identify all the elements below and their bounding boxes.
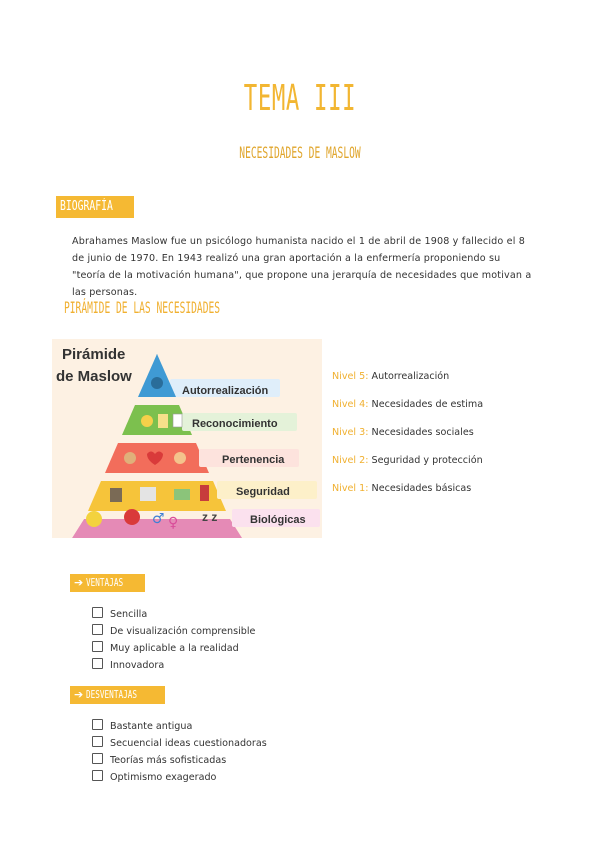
pyramid-title-line2: de Maslow <box>56 368 132 385</box>
lock-icon <box>110 488 122 502</box>
ventajas-label: VENTAJAS <box>86 576 124 589</box>
page-subtitle: NECESIDADES DE MASLOW <box>239 143 361 162</box>
checkbox-icon[interactable] <box>92 641 103 652</box>
maslow-pyramid-image <box>52 339 322 538</box>
item-label: De visualización comprensible <box>110 626 256 637</box>
checkbox-icon[interactable] <box>92 753 103 764</box>
house-icon <box>140 487 156 501</box>
ventajas-list <box>92 607 255 675</box>
female-symbol-icon: ♀ <box>168 515 179 531</box>
pyramid-label-autorrealizacion: Autorrealización <box>182 385 269 397</box>
level-text: Autorrealización <box>371 371 450 382</box>
page-title: TEMA III <box>243 78 357 119</box>
level-item-3 <box>332 425 483 453</box>
item-label: Teorías más sofisticadas <box>110 755 227 766</box>
level-number: Nivel 3: <box>332 427 369 438</box>
graduation-cap-icon <box>151 377 163 389</box>
desventajas-label: DESVENTAJAS <box>86 688 138 701</box>
levels-list <box>332 369 483 509</box>
checkbox-icon[interactable] <box>92 719 103 730</box>
ventajas-item[interactable] <box>92 658 255 675</box>
level-number: Nivel 1: <box>332 483 369 494</box>
sleep-z-icon: z z <box>202 510 218 524</box>
piramide-heading: PIRÁMIDE DE LAS NECESIDADES <box>64 298 221 317</box>
level-item-4 <box>332 397 483 425</box>
banana-icon <box>86 511 102 527</box>
level-item-1 <box>332 481 483 509</box>
desventajas-item[interactable] <box>92 753 267 770</box>
checklist-icon <box>173 414 182 427</box>
biografia-tag-label: BIOGRAFÍA <box>60 199 113 214</box>
level-number: Nivel 4: <box>332 399 369 410</box>
checkbox-icon[interactable] <box>92 770 103 781</box>
item-label: Sencilla <box>110 609 148 620</box>
apple-icon <box>124 509 140 525</box>
checkbox-icon[interactable] <box>92 658 103 669</box>
checkbox-icon[interactable] <box>92 624 103 635</box>
ventajas-tag <box>70 574 145 592</box>
desventajas-tag <box>70 686 165 704</box>
item-label: Secuencial ideas cuestionadoras <box>110 738 267 749</box>
pyramid-title-line1: Pirámide <box>62 346 126 363</box>
item-label: Bastante antigua <box>110 721 193 732</box>
pyramid-label-reconocimiento: Reconocimiento <box>192 418 278 430</box>
checkbox-icon[interactable] <box>92 736 103 747</box>
biografia-text: Abrahames Maslow fue un psicólogo humanista nacido el 1 de abril de 1908 y fallecido el 8 de junio de 1970. En 1943 realizó una gran aportación a la enfermería proponiendo su "teoría de la motivación humana", que propone una jerarquía de necesidades que motivan a las personas. <box>72 236 532 298</box>
level-text: Necesidades sociales <box>371 427 474 438</box>
level-item-5 <box>332 369 483 397</box>
dog-icon <box>124 452 136 464</box>
extinguisher-icon <box>200 485 209 501</box>
pyramid-label-pertenencia: Pertenencia <box>222 454 285 466</box>
item-label: Innovadora <box>110 660 165 671</box>
medal-icon <box>141 415 153 427</box>
trophy-icon <box>158 414 168 428</box>
arrow-right-icon: ➔ <box>74 688 84 701</box>
desventajas-list <box>92 719 267 787</box>
male-symbol-icon: ♂ <box>152 511 165 527</box>
item-label: Muy aplicable a la realidad <box>110 643 239 654</box>
level-text: Necesidades de estima <box>371 399 484 410</box>
desventajas-item[interactable] <box>92 736 267 753</box>
level-text: Necesidades básicas <box>371 483 472 494</box>
level-number: Nivel 5: <box>332 371 369 382</box>
level-text: Seguridad y protección <box>371 455 483 466</box>
checkbox-icon[interactable] <box>92 607 103 618</box>
handshake-icon <box>174 452 186 464</box>
ventajas-item[interactable] <box>92 624 255 641</box>
item-label: Optimismo exagerado <box>110 772 217 783</box>
arrow-right-icon: ➔ <box>74 576 84 589</box>
ventajas-item[interactable] <box>92 607 255 624</box>
level-item-2 <box>332 453 483 481</box>
pyramid-label-seguridad: Seguridad <box>236 486 290 498</box>
money-icon <box>174 489 190 500</box>
pyramid-label-biologicas: Biológicas <box>250 514 306 526</box>
desventajas-item[interactable] <box>92 770 267 787</box>
level-number: Nivel 2: <box>332 455 369 466</box>
desventajas-item[interactable] <box>92 719 267 736</box>
biografia-tag <box>56 196 134 218</box>
ventajas-item[interactable] <box>92 641 255 658</box>
